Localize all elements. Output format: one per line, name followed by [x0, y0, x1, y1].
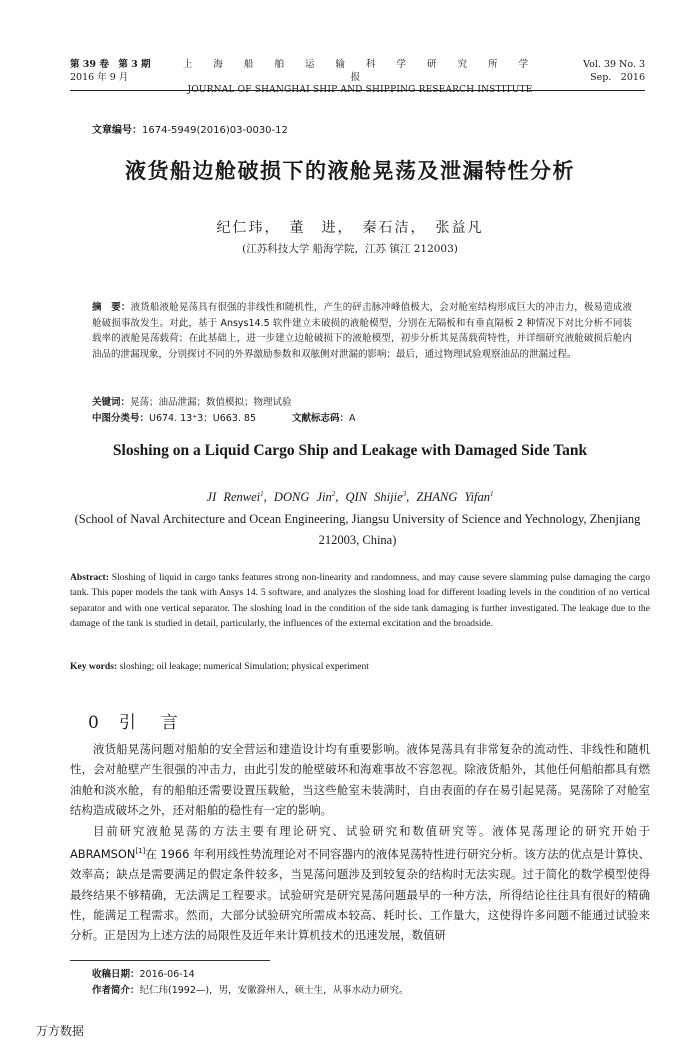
author-sup: 1	[260, 490, 264, 498]
keywords-en-label: Key words:	[70, 661, 118, 672]
abstract-en-text: Sloshing of liquid in cargo tanks features strong non-linearity and randomness, and may cause severe slamming pulse damaging the cargo tank. This paper models the tank with Ansys 14. 5 software, and analyzes the sloshing load for different loading levels in the condition of no vertical separator and with one vertical separator. The sloshing load in the condition of the side tank damaging is further investigated. The leakage due to the damage of the tank is studied in detail, particularly, the influences of the external excitation and the broadside.	[70, 572, 650, 630]
section-heading	[88, 708, 182, 733]
article-number-label: 文章编号：	[92, 125, 142, 136]
abstract-cn	[92, 300, 632, 362]
author-en: ZHANG Yifan	[416, 490, 490, 505]
paragraph-text: 在 1966 年利用线性势流理论对不同容器内的液体晃荡特性进行研究分析。该方法的优点是计算快、效率高；缺点是需要满足的假定条件较多，当晃荡问题涉及到较复杂的结构时无法实现。过于简化的数学模型使得最终结果不够精确，无法满足工程要求。试验研究是研究晃荡问题最早的一种方法，所得结论往往具有很好的精确性，能满足工程需求。然而，大部分试验研究所需成本较高、耗时长、工作量大，这使得许多问题不能通过试验来分析。正是因为上述方法的局限性及近年来计算机技术的迅速发展，数值研	[70, 846, 650, 943]
affiliation-cn: (江苏科技大学 船海学院，江苏 镇江 212003)	[242, 243, 458, 255]
author-en: JI Renwei	[206, 490, 261, 505]
author-sup: 2	[331, 490, 336, 498]
header-issue-en	[583, 58, 645, 84]
date-en: Sep. 2016	[590, 72, 645, 83]
journal-name	[180, 58, 540, 97]
received-date: 2016-06-14	[139, 969, 195, 980]
paragraph: 液货船晃荡问题对船舶的安全营运和建造设计均有重要影响。液体晃荡具有非常复杂的流动性、非线性和随机性，会对舱壁产生很强的冲击力，由此引发的舱壁破坏和海难事故不容忽视。除液货船外，其他任何船舶都具有燃油舱和淡水舱，有的船舶还需要设置压载舱，当这些舱室未装满时，自由表面的存在易引起晃荡。晃荡除了对舱室结构造成破坏之外，还对船舶的稳性有一定的影响。	[70, 742, 650, 818]
author-sup: 3	[402, 490, 407, 498]
keywords-cn-label: 关键词：	[92, 397, 131, 408]
section-title: 引 言	[118, 713, 182, 733]
article-number-value: 1674-5949(2016)03-0030-12	[142, 125, 288, 136]
date-cn: 2016 年 9 月	[70, 72, 129, 83]
abstract-en-label: Abstract:	[70, 572, 109, 583]
author-sup: 1	[489, 490, 494, 498]
header-divider	[70, 90, 645, 91]
author-en: DONG Jin	[273, 490, 332, 505]
volume-cn: 第 39 卷 第 3 期	[70, 59, 151, 70]
article-number	[92, 121, 288, 136]
footnote-author	[92, 982, 409, 996]
clc-number	[92, 413, 256, 424]
title-en: Sloshing on a Liquid Cargo Ship and Leakage with Damaged Side Tank	[112, 442, 588, 459]
paragraph	[70, 821, 650, 946]
title-cn: 液货船边舱破损下的液舱晃荡及泄漏特性分析	[125, 159, 575, 183]
paragraph-text: 目前研究液舱晃荡的方法主要有理论研究、试验研究和数值研究等。液体晃荡理论的研究开始于 ABRAMSON	[70, 823, 650, 861]
abstract-cn-text: 液货船液舱晃荡具有很强的非线性和随机性，产生的砰击脉冲峰值极大，会对舱室结构形成巨大的冲击力，极易造成液舱破损事故发生。对此，基于 Ansys14.5 软件建立未破损的液舱模型，分别在无隔板和有垂直隔板 2 种情况下对比分析不同装载率的液舱晃荡载荷；在此基础上，进一步建立边舱破损下的液舱模型，初步分析其晃荡载荷特性，并详细研究液舱破损后舱内油品的泄漏现象，分别探讨不同的外界激励参数和双舷侧对泄漏的影响；最后，通过物理试验观察油品的泄漏过程。	[92, 302, 632, 360]
doc-code-label: 文献标志码：	[292, 413, 350, 424]
body-text	[70, 739, 650, 946]
clc-label: 中图分类号：	[92, 413, 150, 424]
keywords-cn-text: 晃荡；油品泄漏；数值模拟；物理试验	[130, 397, 292, 408]
running-header	[70, 58, 645, 95]
authors-en: JI Renwei$^1$, DONG Jin$^2$, QIN Shijie$^3$, ZHANG Yifan$^1$	[206, 490, 494, 505]
abstract-en	[70, 570, 650, 632]
classification-row	[92, 410, 632, 424]
abstract-cn-label: 摘 要：	[92, 302, 131, 313]
keywords-en	[70, 661, 650, 672]
author-en: QIN Shijie	[345, 490, 403, 505]
document-code	[292, 410, 356, 424]
affiliation-en: (School of Naval Architecture and Ocean Engineering, Jiangsu University of Science and Yechnology, Zhenjiang 212003, China)	[74, 512, 641, 547]
volume-en: Vol. 39 No. 3	[583, 59, 645, 70]
authors-cn: 纪仁玮， 董 进， 秦石洁， 张益凡	[216, 220, 484, 236]
keywords-en-text: sloshing; oil leakage; numerical Simulation; physical experiment	[119, 661, 369, 672]
author-info-label: 作者简介：	[92, 985, 140, 996]
watermark: 万方数据	[36, 1024, 85, 1038]
header-issue-cn	[70, 58, 151, 84]
section-number: 0	[88, 713, 103, 733]
journal-name-cn: 上 海 船 舶 运 输 科 学 研 究 所 学 报	[182, 59, 538, 83]
clc-value: U674. 13⁺3；U663. 85	[149, 413, 257, 424]
footnote-received	[92, 966, 195, 980]
received-label: 收稿日期：	[92, 969, 140, 980]
doc-code-value: A	[349, 413, 356, 424]
author-info-text: 纪仁玮(1992—)，男，安徽滁州人，硕士生，从事水动力研究。	[139, 985, 409, 996]
citation-ref: [1]	[135, 847, 146, 856]
journal-name-en: JOURNAL OF SHANGHAI SHIP AND SHIPPING RESEARCH INSTITUTE	[187, 85, 533, 95]
keywords-cn	[92, 394, 632, 408]
footnote-divider	[70, 960, 270, 961]
